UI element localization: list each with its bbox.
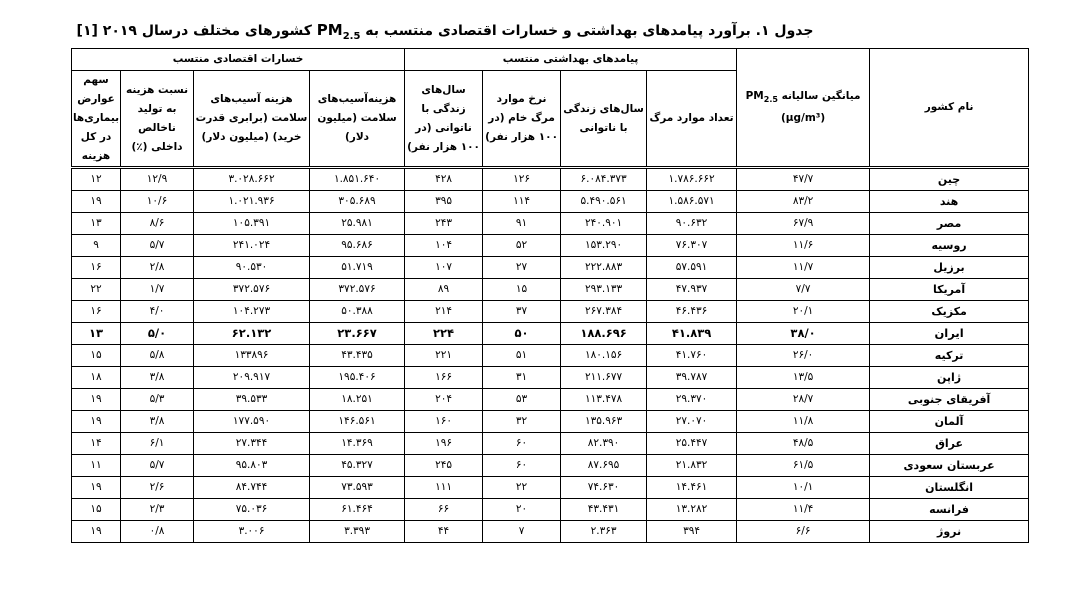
cell-deaths: ۲۱.۸۳۲	[647, 455, 737, 477]
cell-gdp-ratio: ۵/۷	[121, 455, 194, 477]
cell-gdp-ratio: ۰/۸	[121, 521, 194, 543]
table-row	[72, 257, 1029, 279]
table-row	[72, 411, 1029, 433]
cell-country: برزیل	[870, 257, 1029, 279]
cell-cost: ۳۰۵.۶۸۹	[310, 191, 405, 213]
cell-yld-rate: ۲۱۴	[405, 301, 483, 323]
cell-morbidity-share: ۲۲	[72, 279, 121, 301]
cell-cost-ppp: ۳.۰۲۸.۶۶۲	[194, 168, 310, 191]
cell-yld: ۸۲.۳۹۰	[561, 433, 647, 455]
table-row	[72, 477, 1029, 499]
cell-country: مصر	[870, 213, 1029, 235]
cell-death-rate: ۳۷	[483, 301, 561, 323]
cell-morbidity-share: ۱۳	[72, 323, 121, 345]
cell-death-rate: ۹۱	[483, 213, 561, 235]
cell-deaths: ۲۹.۳۷۰	[647, 389, 737, 411]
cell-yld-rate: ۲۴۳	[405, 213, 483, 235]
cell-deaths: ۱.۷۸۶.۶۶۲	[647, 168, 737, 191]
cell-country: چین	[870, 168, 1029, 191]
cell-pm: ۸۳/۲	[737, 191, 870, 213]
cell-deaths: ۹۰.۶۳۲	[647, 213, 737, 235]
table-row	[72, 345, 1029, 367]
cell-yld: ۱۸۸.۶۹۶	[561, 323, 647, 345]
cell-morbidity-share: ۱۹	[72, 191, 121, 213]
table-row	[72, 389, 1029, 411]
cell-yld-rate: ۲۲۱	[405, 345, 483, 367]
cell-morbidity-share: ۹	[72, 235, 121, 257]
cell-yld-rate: ۲۴۵	[405, 455, 483, 477]
cell-yld: ۲۱۱.۶۷۷	[561, 367, 647, 389]
cell-death-rate: ۷	[483, 521, 561, 543]
cell-country: عراق	[870, 433, 1029, 455]
cell-yld-rate: ۱۰۴	[405, 235, 483, 257]
cell-gdp-ratio: ۵/۷	[121, 235, 194, 257]
cell-cost-ppp: ۱.۰۲۱.۹۳۶	[194, 191, 310, 213]
cell-yld-rate: ۳۹۵	[405, 191, 483, 213]
cell-morbidity-share: ۱۲	[72, 168, 121, 191]
cell-cost: ۱.۸۵۱.۶۴۰	[310, 168, 405, 191]
cell-cost-ppp: ۳۹.۵۳۳	[194, 389, 310, 411]
cell-yld: ۱۵۳.۲۹۰	[561, 235, 647, 257]
cell-deaths: ۳۹۴	[647, 521, 737, 543]
cell-gdp-ratio: ۵/۳	[121, 389, 194, 411]
cell-pm: ۶۷/۹	[737, 213, 870, 235]
cell-cost: ۱۹۵.۴۰۶	[310, 367, 405, 389]
cell-cost-ppp: ۶۲.۱۳۲	[194, 323, 310, 345]
cell-country: ترکیه	[870, 345, 1029, 367]
cell-cost: ۴۳.۴۳۵	[310, 345, 405, 367]
cell-pm: ۱۱/۷	[737, 257, 870, 279]
pm-label: $PM_{2.5}$	[316, 21, 361, 42]
cell-pm: ۷/۷	[737, 279, 870, 301]
header-death-rate: نرخ موارد مرگ خام (در ۱۰۰ هزار نفر)	[483, 71, 561, 168]
cell-cost: ۶۱.۴۶۴	[310, 499, 405, 521]
cell-deaths: ۲۵.۴۴۷	[647, 433, 737, 455]
cell-morbidity-share: ۱۵	[72, 499, 121, 521]
table-row	[72, 168, 1029, 191]
cell-gdp-ratio: ۱۲/۹	[121, 168, 194, 191]
cell-yld: ۲۴۰.۹۰۱	[561, 213, 647, 235]
data-table	[71, 48, 1029, 543]
cell-cost-ppp: ۳.۰۰۶	[194, 521, 310, 543]
cell-gdp-ratio: ۴/۰	[121, 301, 194, 323]
cell-death-rate: ۳۱	[483, 367, 561, 389]
cell-deaths: ۴۷.۹۳۷	[647, 279, 737, 301]
table-row	[72, 301, 1029, 323]
header-cost: هزینه‌آسیب‌های سلامت (میلیون دلار)	[310, 71, 405, 168]
header-health-group: پیامدهای بهداشتی منتسب	[405, 49, 737, 71]
cell-death-rate: ۶۰	[483, 433, 561, 455]
cell-gdp-ratio: ۳/۸	[121, 411, 194, 433]
cell-yld-rate: ۲۰۴	[405, 389, 483, 411]
cell-yld: ۱۸۰.۱۵۶	[561, 345, 647, 367]
cell-country: آفریقای جنوبی	[870, 389, 1029, 411]
cell-country: ایران	[870, 323, 1029, 345]
cell-death-rate: ۲۲	[483, 477, 561, 499]
cell-morbidity-share: ۱۵	[72, 345, 121, 367]
table-row	[72, 433, 1029, 455]
cell-cost: ۱۴۶.۵۶۱	[310, 411, 405, 433]
cell-country: انگلستان	[870, 477, 1029, 499]
table-row	[72, 323, 1029, 345]
header-pm-mean: میانگین سالیانه $PM_{2.5}$ (μg/m³)	[737, 49, 870, 168]
cell-death-rate: ۱۵	[483, 279, 561, 301]
cell-cost-ppp: ۳۷۲.۵۷۶	[194, 279, 310, 301]
cell-gdp-ratio: ۵/۰	[121, 323, 194, 345]
cell-deaths: ۷۶.۳۰۷	[647, 235, 737, 257]
cell-pm: ۱۱/۶	[737, 235, 870, 257]
table-caption: جدول ۱. برآورد پیامدهای بهداشتی و خسارات اقتصادی منتسب به $PM_{2.5}$ کشورهای مختلف درسال ۲۰۱۹ [۱]	[76, 21, 814, 42]
cell-morbidity-share: ۱۹	[72, 521, 121, 543]
cell-country: نروژ	[870, 521, 1029, 543]
cell-yld: ۲۶۷.۳۸۴	[561, 301, 647, 323]
header-morbidity-share: سهم عوارض بیماری‌ها در کل هزینه	[72, 71, 121, 168]
cell-death-rate: ۵۲	[483, 235, 561, 257]
cell-cost: ۲۵.۹۸۱	[310, 213, 405, 235]
cell-pm: ۶/۶	[737, 521, 870, 543]
cell-morbidity-share: ۱۹	[72, 477, 121, 499]
cell-pm: ۳۸/۰	[737, 323, 870, 345]
cell-gdp-ratio: ۱۰/۶	[121, 191, 194, 213]
cell-deaths: ۴۶.۴۳۶	[647, 301, 737, 323]
cell-yld: ۷۴.۶۳۰	[561, 477, 647, 499]
cell-yld-rate: ۴۲۸	[405, 168, 483, 191]
cell-deaths: ۱.۵۸۶.۵۷۱	[647, 191, 737, 213]
table-row	[72, 455, 1029, 477]
cell-yld-rate: ۴۴	[405, 521, 483, 543]
cell-yld: ۱۳۵.۹۶۳	[561, 411, 647, 433]
cell-cost-ppp: ۹۵.۸۰۳	[194, 455, 310, 477]
cell-cost: ۷۳.۵۹۳	[310, 477, 405, 499]
cell-morbidity-share: ۱۸	[72, 367, 121, 389]
cell-yld: ۶.۰۸۴.۳۷۳	[561, 168, 647, 191]
cell-country: ژاپن	[870, 367, 1029, 389]
cell-gdp-ratio: ۲/۶	[121, 477, 194, 499]
cell-deaths: ۴۱.۸۳۹	[647, 323, 737, 345]
cell-gdp-ratio: ۸/۶	[121, 213, 194, 235]
cell-death-rate: ۵۳	[483, 389, 561, 411]
cell-country: عربستان سعودی	[870, 455, 1029, 477]
cell-pm: ۴۷/۷	[737, 168, 870, 191]
table-body	[72, 168, 1029, 543]
cell-country: روسیه	[870, 235, 1029, 257]
cell-deaths: ۵۷.۵۹۱	[647, 257, 737, 279]
cell-cost: ۱۸.۲۵۱	[310, 389, 405, 411]
cell-yld: ۲۹۳.۱۳۳	[561, 279, 647, 301]
cell-deaths: ۲۷.۰۷۰	[647, 411, 737, 433]
cell-yld-rate: ۱۱۱	[405, 477, 483, 499]
cell-yld-rate: ۱۶۰	[405, 411, 483, 433]
table-row	[72, 213, 1029, 235]
cell-deaths: ۱۳.۲۸۲	[647, 499, 737, 521]
cell-yld: ۵.۴۹۰.۵۶۱	[561, 191, 647, 213]
cell-death-rate: ۱۱۴	[483, 191, 561, 213]
cell-death-rate: ۶۰	[483, 455, 561, 477]
header-gdp-ratio: نسبت هزینه به تولید ناخالص داخلی (٪)	[121, 71, 194, 168]
cell-country: فرانسه	[870, 499, 1029, 521]
cell-cost-ppp: ۱۷۷.۵۹۰	[194, 411, 310, 433]
cell-cost-ppp: ۲۷.۳۴۴	[194, 433, 310, 455]
cell-cost-ppp: ۲۴۱.۰۲۴	[194, 235, 310, 257]
cell-morbidity-share: ۱۹	[72, 389, 121, 411]
cell-cost-ppp: ۱۰۵.۳۹۱	[194, 213, 310, 235]
table-row	[72, 499, 1029, 521]
cell-yld-rate: ۱۶۶	[405, 367, 483, 389]
cell-gdp-ratio: ۱/۷	[121, 279, 194, 301]
header-econ-group: خسارات اقتصادی منتسب	[72, 49, 405, 71]
header-deaths: تعداد موارد مرگ	[647, 71, 737, 168]
cell-yld-rate: ۶۶	[405, 499, 483, 521]
cell-pm: ۱۱/۴	[737, 499, 870, 521]
cell-cost-ppp: ۱۰۴.۲۷۳	[194, 301, 310, 323]
cell-gdp-ratio: ۲/۸	[121, 257, 194, 279]
cell-cost: ۳۷۲.۵۷۶	[310, 279, 405, 301]
cell-cost: ۹۵.۶۸۶	[310, 235, 405, 257]
cell-yld-rate: ۲۲۴	[405, 323, 483, 345]
cell-cost: ۵۱.۷۱۹	[310, 257, 405, 279]
cell-pm: ۶۱/۵	[737, 455, 870, 477]
cell-morbidity-share: ۱۹	[72, 411, 121, 433]
cell-country: آمریکا	[870, 279, 1029, 301]
cell-gdp-ratio: ۲/۳	[121, 499, 194, 521]
cell-morbidity-share: ۱۳	[72, 213, 121, 235]
cell-morbidity-share: ۱۱	[72, 455, 121, 477]
cell-cost: ۲۳.۶۶۷	[310, 323, 405, 345]
cell-deaths: ۱۴.۴۶۱	[647, 477, 737, 499]
cell-cost-ppp: ۸۴.۷۴۴	[194, 477, 310, 499]
table-row	[72, 279, 1029, 301]
cell-cost-ppp: ۹۰.۵۳۰	[194, 257, 310, 279]
cell-death-rate: ۵۰	[483, 323, 561, 345]
cell-yld: ۸۷.۶۹۵	[561, 455, 647, 477]
cell-country: مکزیک	[870, 301, 1029, 323]
cell-deaths: ۴۱.۷۶۰	[647, 345, 737, 367]
cell-cost: ۳.۳۹۳	[310, 521, 405, 543]
cell-death-rate: ۱۲۶	[483, 168, 561, 191]
cell-yld-rate: ۱۹۶	[405, 433, 483, 455]
cell-cost: ۴۵.۳۲۷	[310, 455, 405, 477]
cell-death-rate: ۲۷	[483, 257, 561, 279]
table-row	[72, 521, 1029, 543]
table-row	[72, 367, 1029, 389]
cell-cost: ۱۴.۳۶۹	[310, 433, 405, 455]
cell-death-rate: ۲۰	[483, 499, 561, 521]
cell-gdp-ratio: ۳/۸	[121, 367, 194, 389]
cell-pm: ۱۰/۱	[737, 477, 870, 499]
cell-yld: ۴۳.۴۳۱	[561, 499, 647, 521]
header-yld-rate: سال‌های زندگی با ناتوانی (در ۱۰۰ هزار نفر)	[405, 71, 483, 168]
cell-pm: ۴۸/۵	[737, 433, 870, 455]
header-country: نام کشور	[870, 49, 1029, 168]
cell-country: هند	[870, 191, 1029, 213]
data-table-container	[71, 48, 1028, 538]
cell-pm: ۲۰/۱	[737, 301, 870, 323]
cell-yld-rate: ۸۹	[405, 279, 483, 301]
cell-country: آلمان	[870, 411, 1029, 433]
cell-yld: ۲۲۲.۸۸۳	[561, 257, 647, 279]
cell-pm: ۱۱/۸	[737, 411, 870, 433]
cell-cost-ppp: ۱۳۳۸۹۶	[194, 345, 310, 367]
cell-death-rate: ۵۱	[483, 345, 561, 367]
cell-pm: ۲۶/۰	[737, 345, 870, 367]
cell-yld: ۲.۳۶۳	[561, 521, 647, 543]
cell-death-rate: ۳۲	[483, 411, 561, 433]
cell-cost-ppp: ۷۵.۰۳۶	[194, 499, 310, 521]
cell-morbidity-share: ۱۴	[72, 433, 121, 455]
cell-cost-ppp: ۲۰۹.۹۱۷	[194, 367, 310, 389]
header-cost-ppp: هزینه آسیب‌های سلامت (برابری قدرت خرید) (میلیون دلار)	[194, 71, 310, 168]
header-yld: سال‌های زندگی با ناتوانی	[561, 71, 647, 168]
cell-pm: ۱۳/۵	[737, 367, 870, 389]
cell-deaths: ۳۹.۷۸۷	[647, 367, 737, 389]
cell-cost: ۵۰.۳۸۸	[310, 301, 405, 323]
cell-pm: ۲۸/۷	[737, 389, 870, 411]
table-row	[72, 191, 1029, 213]
cell-yld-rate: ۱۰۷	[405, 257, 483, 279]
cell-gdp-ratio: ۶/۱	[121, 433, 194, 455]
cell-morbidity-share: ۱۶	[72, 301, 121, 323]
cell-morbidity-share: ۱۶	[72, 257, 121, 279]
cell-gdp-ratio: ۵/۸	[121, 345, 194, 367]
cell-yld: ۱۱۳.۴۷۸	[561, 389, 647, 411]
table-row	[72, 235, 1029, 257]
